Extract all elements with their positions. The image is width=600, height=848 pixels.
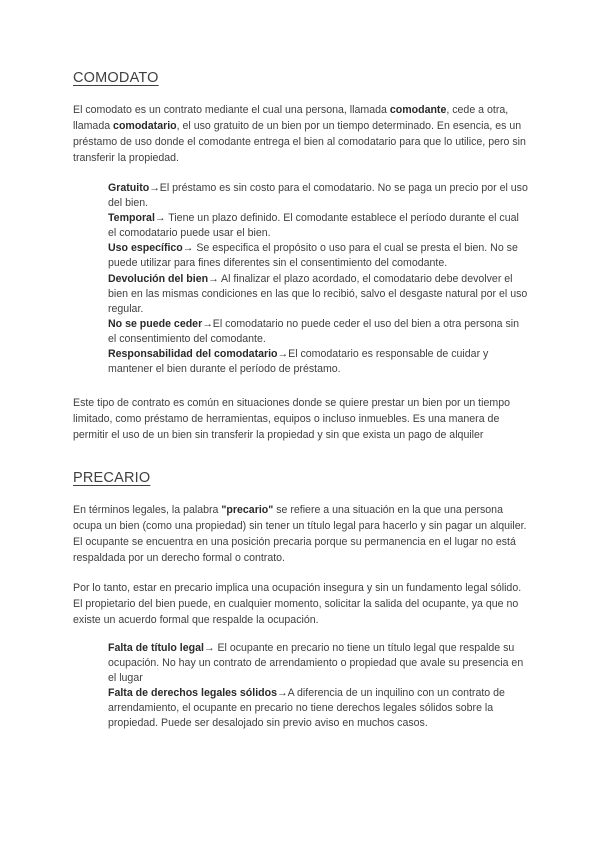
comodato-closing: Este tipo de contrato es común en situaciones donde se quiere prestar un bien por un tiempo limitado, como préstamo de herramientas, equipos o incluso inmuebles. Es una manera de permitir el uso de un bien sin transferir la propiedad y sin que exista un pago de alquiler	[73, 397, 510, 442]
comodato-intro: El comodato es un contrato mediante el cual una persona, llamada comodante, cede a otra, llamada comodatario, el uso gratuito de un bien por un tiempo determinado. En esencia, es un préstamo de uso donde el comodante entrega el bien al comodatario para que lo utilice, pero sin transferir la propiedad.	[73, 104, 526, 165]
list-item: Temporal→ Tiene un plazo definido. El comodante establece el período durante el cual el comodatario puede usar el bien.	[108, 212, 519, 240]
comodatario-term: comodatario	[113, 120, 177, 133]
comodato-characteristics-list	[108, 181, 528, 377]
list-item: Gratuito→El préstamo es sin costo para el comodatario. No se paga un precio por el uso del bien.	[108, 182, 528, 210]
list-item: Falta de derechos legales sólidos→A diferencia de un inquilino con un contrato de arrendamiento, el ocupante en precario no tiene derechos legales sólidos sobre la propiedad. Puede ser desalojado sin previo aviso en muchos casos.	[108, 687, 505, 730]
precario-term: "precario"	[221, 504, 274, 516]
list-item: Falta de título legal→ El ocupante en precario no tiene un título legal que respalde su ocupación. No hay un contrato de arrendamiento o propiedad que avale su presencia en el lugar	[108, 642, 524, 685]
precario-para2: Por lo tanto, estar en precario implica una ocupación insegura y sin un fundamento legal sólido. El propietario del bien puede, en cualquier momento, solicitar la salida del ocupante, ya que no existe un acuerdo formal que respalde la ocupación.	[73, 582, 522, 627]
precario-intro: En términos legales, la palabra "precario" se refiere a una situación en la que una persona ocupa un bien (como una propiedad) sin tener un título legal para hacerlo y sin pagar un alquiler. El ocupante se encuentra en una posición precaria porque su permanencia en el lugar no está respaldada por un derecho formal o contrato.	[73, 504, 527, 565]
list-item: No se puede ceder→El comodatario no puede ceder el uso del bien a otra persona sin el consentimiento del comodante.	[108, 317, 520, 345]
precario-characteristics-list	[108, 641, 528, 732]
precario-heading: PRECARIO	[73, 470, 151, 486]
comodato-heading: COMODATO	[73, 70, 159, 86]
comodante-term: comodante	[389, 104, 447, 116]
list-item: Devolución del bien→ Al finalizar el plazo acordado, el comodatario debe devolver el bien en las mismas condiciones en las que lo recibió, salvo el desgaste natural por el uso regular.	[108, 272, 528, 315]
list-item: Responsabilidad del comodatario→El comodatario es responsable de cuidar y mantener el bien durante el período de préstamo.	[108, 348, 489, 376]
list-item: Uso específico→ Se especifica el propósito o uso para el cual se presta el bien. No se puede utilizar para fines diferentes sin el consentimiento del comodante.	[108, 242, 518, 270]
